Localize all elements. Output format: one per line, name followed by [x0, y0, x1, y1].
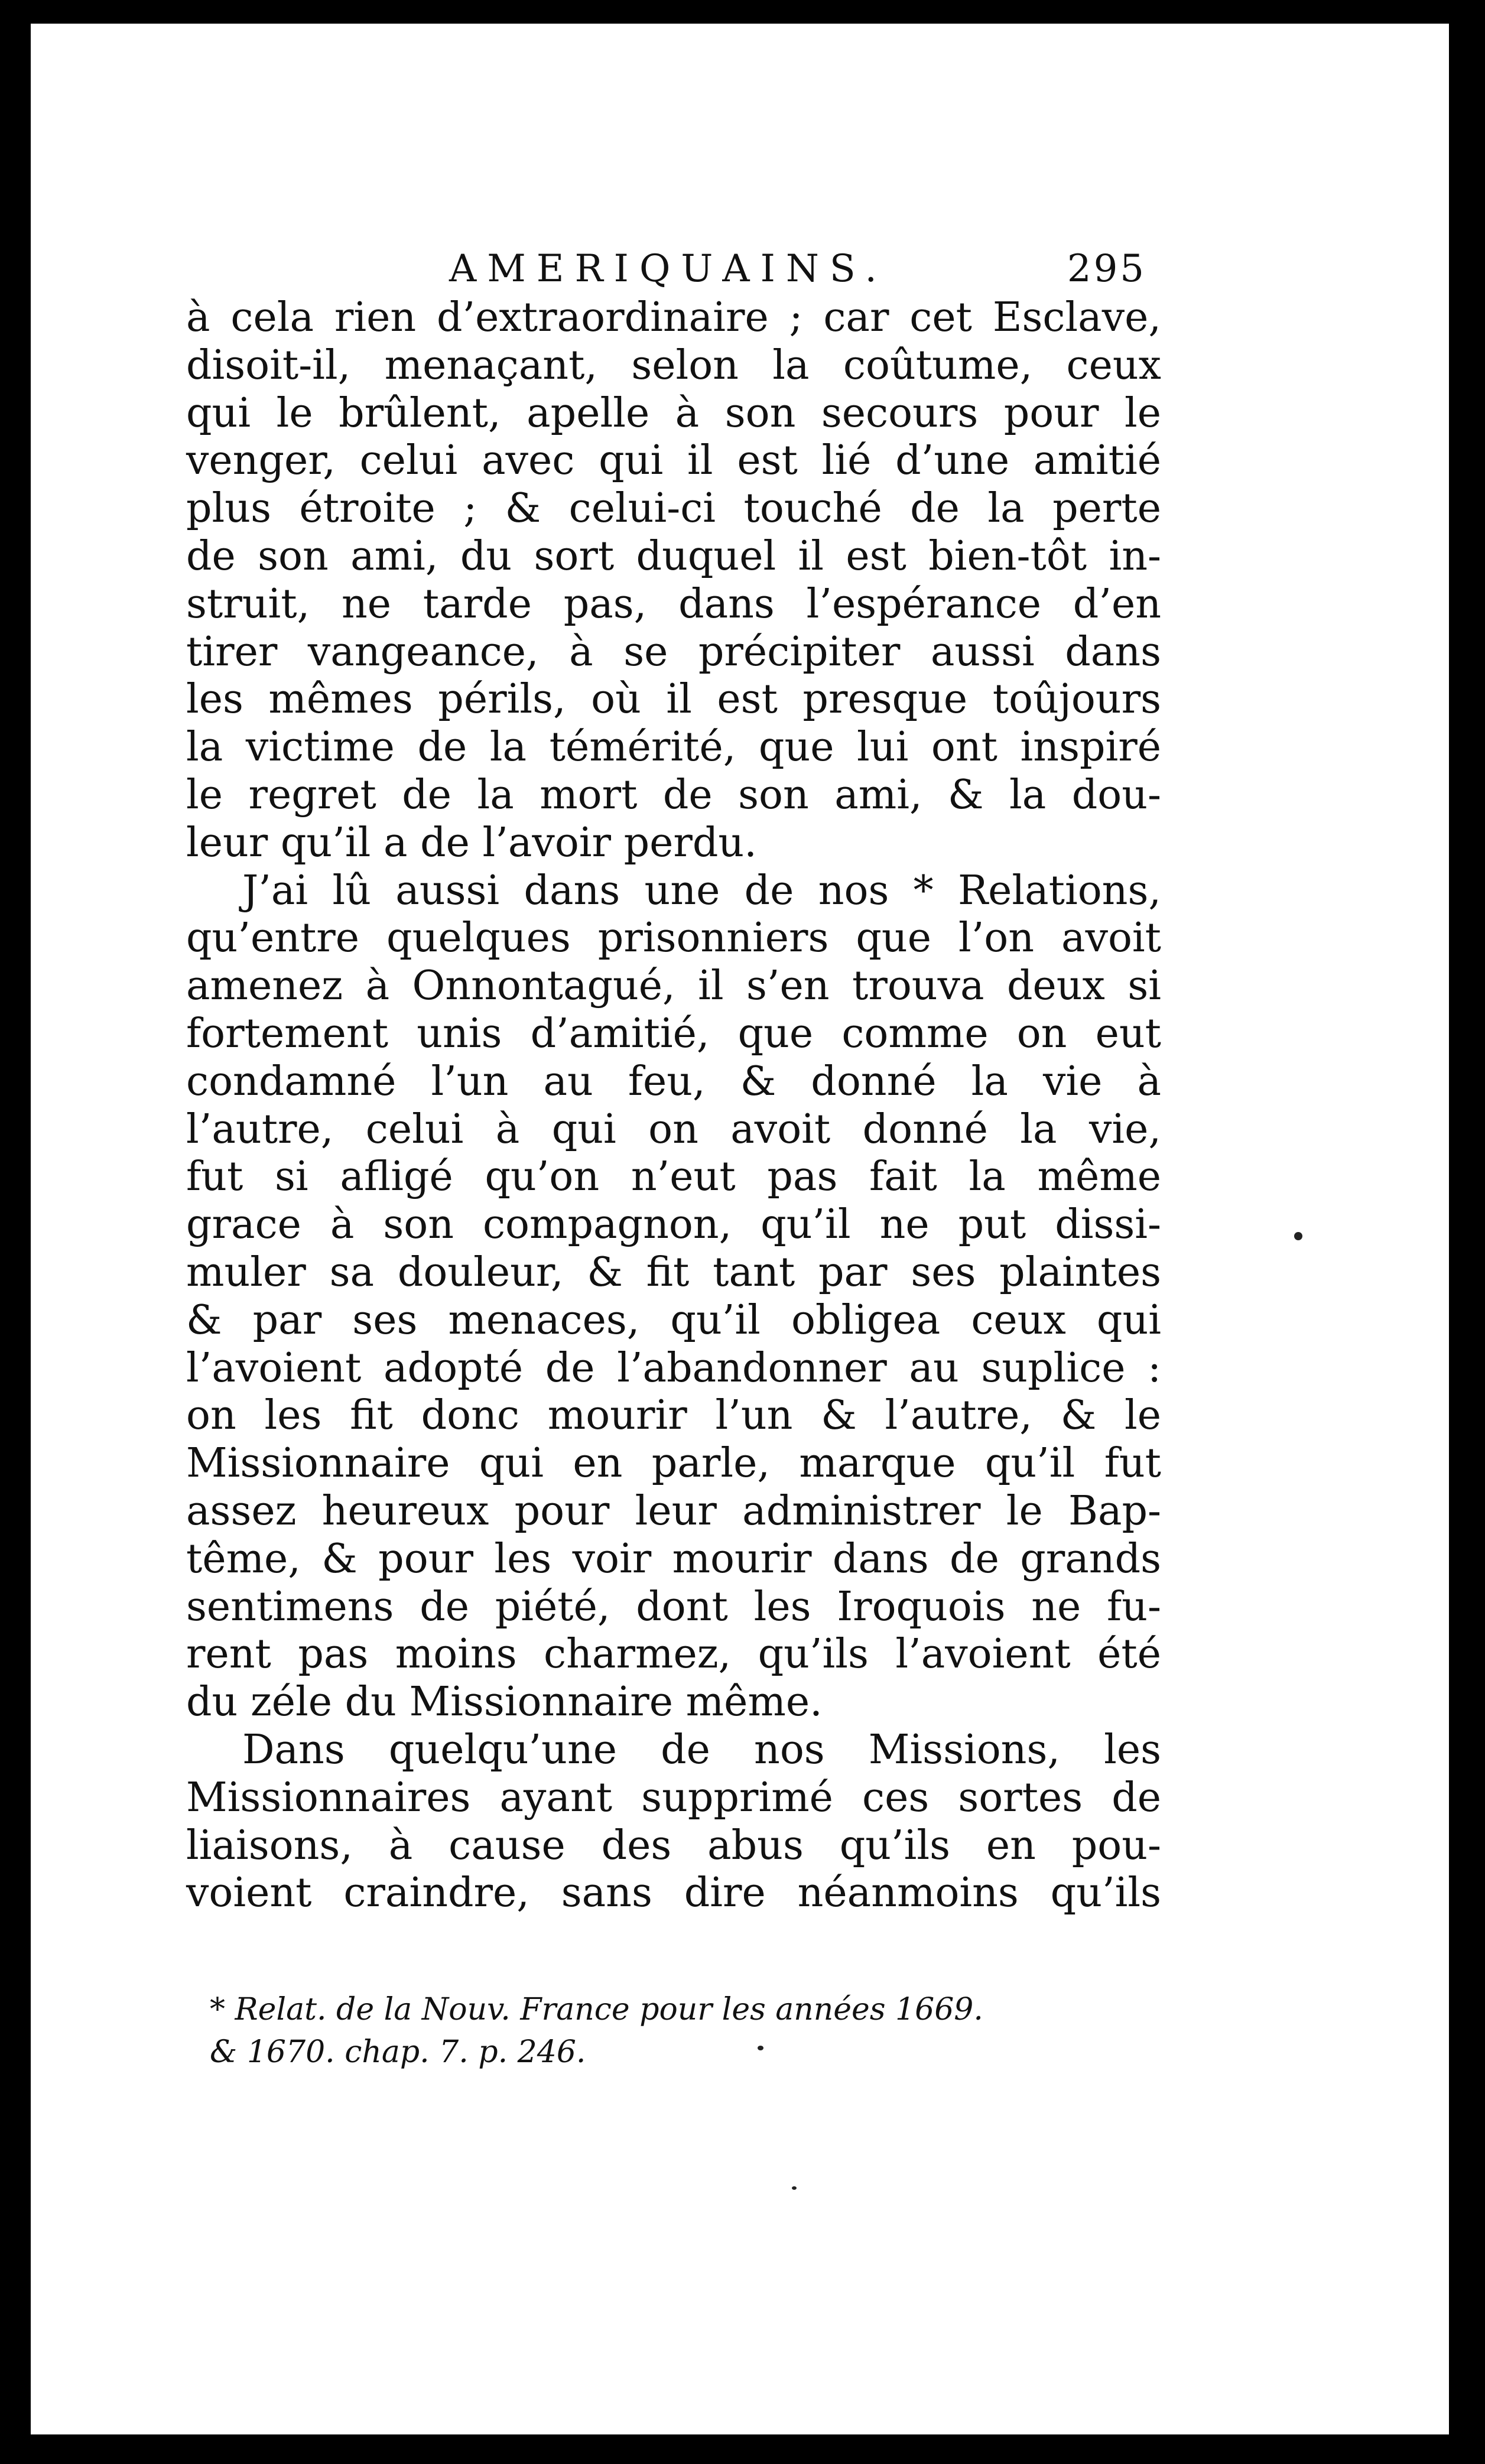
text-line: muler sa douleur, & fit tant par ses plaintes [186, 1249, 1161, 1296]
text-line: voient craindre, sans dire néanmoins qu’ils [186, 1870, 1161, 1917]
scan-speck [792, 2186, 797, 2190]
text-line: assez heureux pour leur administrer le Bap- [186, 1487, 1161, 1535]
text-line: Missionnaire qui en parle, marque qu’il fut [186, 1440, 1161, 1487]
paragraph-start-line: Dans quelqu’une de nos Missions, les [242, 1726, 1161, 1773]
scan-speck [758, 2046, 763, 2050]
footnote-line: & 1670. chap. 7. p. 246. [210, 2034, 586, 2070]
text-line: & par ses menaces, qu’il obligea ceux qui [186, 1296, 1161, 1344]
text-line: plus étroite ; & celui-ci touché de la perte [186, 485, 1161, 532]
text-line: liaisons, à cause des abus qu’ils en pou- [186, 1822, 1161, 1869]
text-line: qu’entre quelques prisonniers que l’on avoit [186, 915, 1161, 962]
text-line: venger, celui avec qui il est lié d’une amitié [186, 437, 1161, 485]
text-line: qui le brûlent, apelle à son secours pour le [186, 389, 1161, 437]
text-line: condamné l’un au feu, & donné la vie à [186, 1058, 1161, 1105]
text-line: l’autre, celui à qui on avoit donné la vie, [186, 1106, 1161, 1153]
scan-speck [1294, 1232, 1302, 1240]
paragraph-end-line: du zéle du Missionnaire même. [186, 1679, 823, 1726]
text-line: fortement unis d’amitié, que comme on eut [186, 1010, 1161, 1057]
text-line: grace à son compagnon, qu’il ne put dissi- [186, 1201, 1161, 1249]
text-line: tirer vangeance, à se précipiter aussi dans [186, 628, 1161, 675]
page-number: 295 [1067, 247, 1146, 291]
body-text [186, 294, 1161, 1917]
text-line: les mêmes périls, où il est presque toûjours [186, 676, 1161, 723]
text-line: sentimens de piété, dont les Iroquois ne fu- [186, 1583, 1161, 1630]
text-line: amenez à Onnontagué, il s’en trouva deux si [186, 963, 1161, 1010]
text-line: disoit-il, menaçant, selon la coûtume, ceux [186, 342, 1161, 389]
text-line: on les fit donc mourir l’un & l’autre, & le [186, 1392, 1161, 1439]
text-line: l’avoient adopté de l’abandonner au suplice : [186, 1344, 1161, 1392]
text-line: fut si afligé qu’on n’eut pas fait la même [186, 1153, 1161, 1201]
text-line: struit, ne tarde pas, dans l’espérance d’en [186, 580, 1161, 628]
running-head: AMERIQUAINS. [449, 247, 888, 291]
footnote [210, 1988, 1161, 2073]
text-line: le regret de la mort de son ami, & la dou- [186, 771, 1161, 818]
footnote-line: * Relat. de la Nouv. France pour les années 1669. [210, 1992, 983, 2027]
paragraph-start-line: J’ai lû aussi dans une de nos * Relations, [242, 867, 1161, 914]
text-line: Missionnaires ayant supprimé ces sortes de [186, 1774, 1161, 1821]
text-line: tême, & pour les voir mourir dans de grands [186, 1535, 1161, 1582]
text-line: à cela rien d’extraordinaire ; car cet Esclave, [186, 294, 1161, 341]
text-line: rent pas moins charmez, qu’ils l’avoient été [186, 1631, 1161, 1678]
text-line: la victime de la témérité, que lui ont inspiré [186, 724, 1161, 771]
page-header [171, 247, 1146, 300]
text-line: de son ami, du sort duquel il est bien-tôt in- [186, 532, 1161, 580]
paragraph-end-line: leur qu’il a de l’avoir perdu. [186, 819, 757, 866]
